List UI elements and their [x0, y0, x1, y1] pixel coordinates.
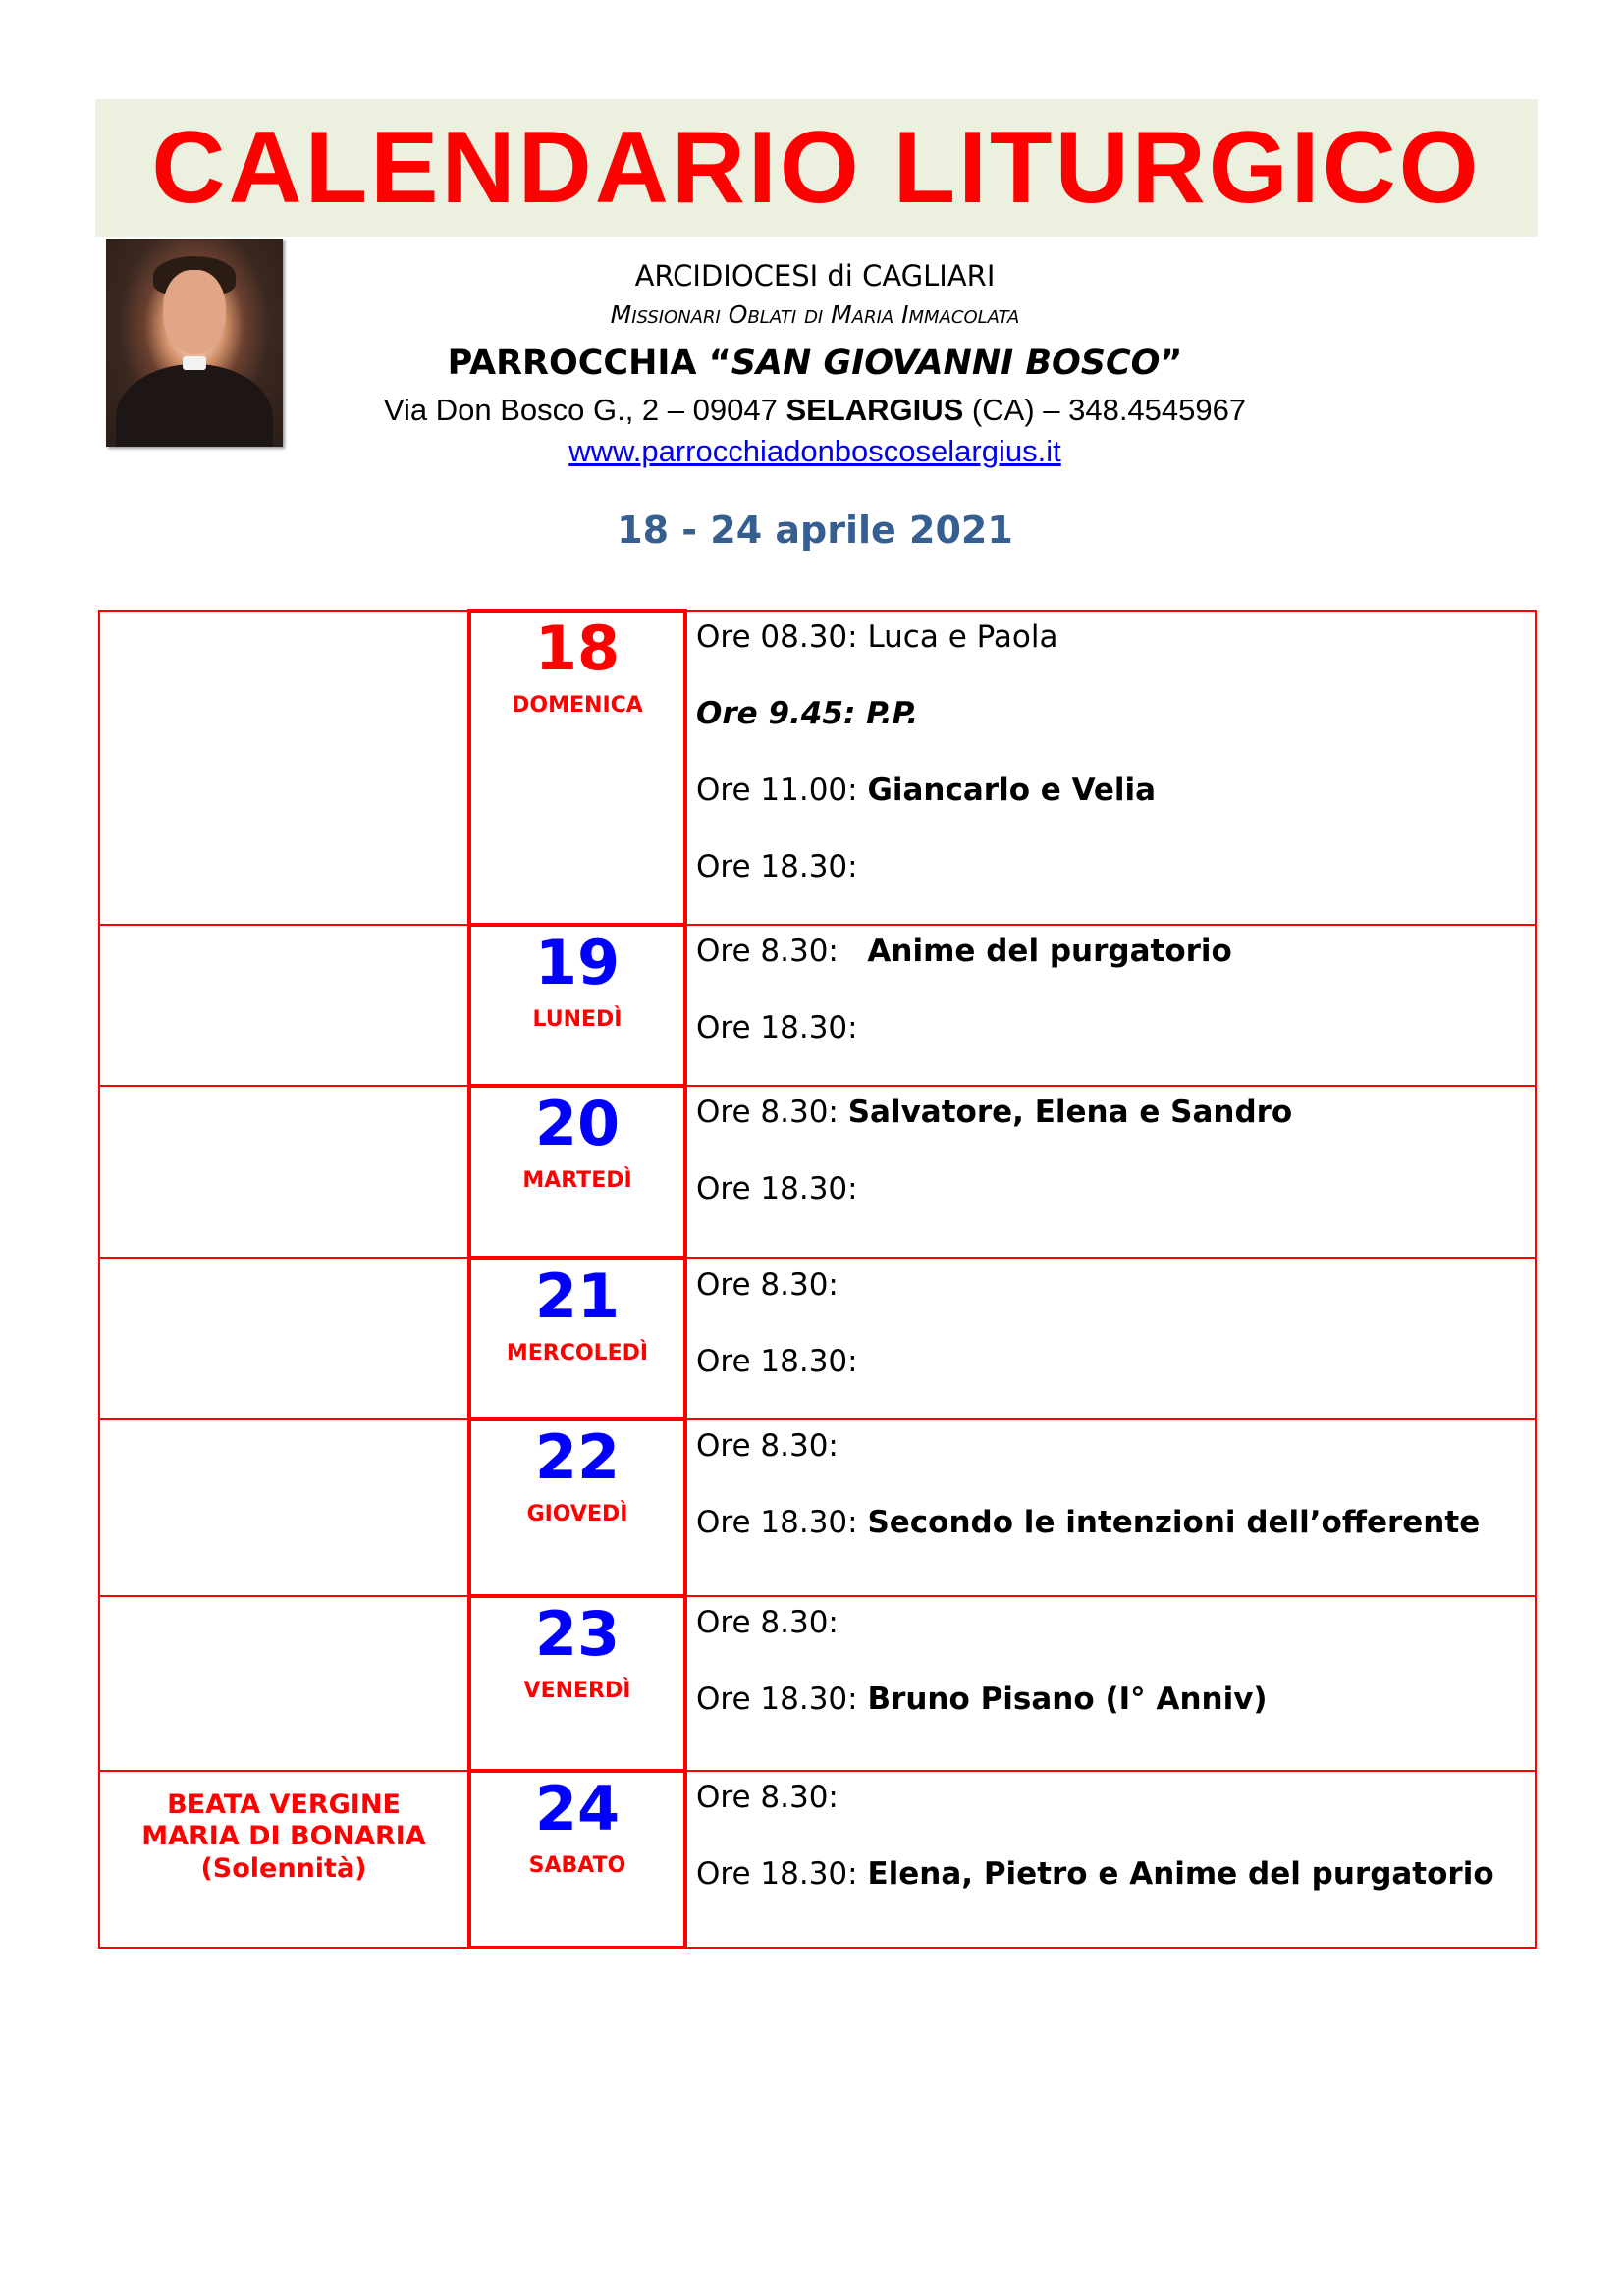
calendar-table	[98, 609, 1537, 1949]
mass-entry	[696, 847, 1535, 924]
mass-intention: Anime del purgatorio	[867, 934, 1232, 969]
mass-entry	[696, 771, 1535, 847]
masses-cell	[685, 611, 1536, 925]
mass-entry	[696, 1342, 1535, 1418]
date-cell	[469, 611, 685, 925]
mass-time: Ore 18.30:	[696, 1344, 858, 1379]
mass-entry	[696, 1093, 1535, 1169]
week-range: 18 - 24 aprile 2021	[617, 508, 1013, 552]
day-number: 23	[534, 1598, 621, 1670]
address-phone: (CA) – 348.4545967	[963, 393, 1247, 427]
feast-cell	[99, 925, 469, 1086]
mass-entry	[696, 1603, 1535, 1680]
portrait-coat	[116, 364, 273, 447]
masses-cell	[685, 925, 1536, 1086]
address-line	[295, 393, 1335, 428]
date-cell	[469, 1419, 685, 1596]
address-city: SELARGIUS	[785, 393, 964, 427]
day-number: 22	[534, 1421, 621, 1493]
feast-cell	[99, 1419, 469, 1596]
mass-entry	[696, 1265, 1535, 1342]
date-cell	[469, 1771, 685, 1948]
mass-entry	[696, 1008, 1535, 1085]
mass-time: Ore 18.30:	[696, 1010, 858, 1045]
date-cell	[469, 1258, 685, 1419]
feast-cell	[99, 1086, 469, 1258]
mass-time: Ore 8.30:	[696, 934, 868, 969]
mass-entry	[696, 694, 1535, 771]
calendar-body	[99, 611, 1536, 1948]
portrait-collar	[183, 356, 206, 370]
mass-intention: Elena, Pietro e Anime del purgatorio	[867, 1856, 1494, 1892]
calendar-row	[99, 1419, 1536, 1596]
mass-time: Ore 18.30:	[696, 1682, 868, 1717]
date-cell	[469, 1596, 685, 1771]
mass-time: Ore 18.30:	[696, 849, 858, 884]
mass-entry	[696, 1426, 1535, 1503]
calendar-row	[99, 1258, 1536, 1419]
calendar-row	[99, 611, 1536, 925]
day-name: SABATO	[528, 1853, 626, 1878]
mass-intention: P.P.	[866, 696, 919, 731]
day-name: VENERDÌ	[523, 1679, 631, 1703]
feast-cell: BEATA VERGINE MARIA DI BONARIA (Solennità)	[99, 1771, 469, 1948]
calendar-row	[99, 1771, 1536, 1948]
masses-cell	[685, 1086, 1536, 1258]
mass-time: Ore 8.30:	[696, 1267, 839, 1303]
masses-cell	[685, 1596, 1536, 1771]
mass-entry	[696, 1503, 1535, 1579]
day-number: 18	[534, 613, 621, 684]
calendar-row	[99, 1086, 1536, 1258]
portrait-image	[106, 239, 283, 447]
mass-intention: Secondo le intenzioni dell’offerente	[867, 1505, 1481, 1540]
day-name: LUNEDÌ	[532, 1007, 623, 1032]
day-name: MARTEDÌ	[522, 1168, 632, 1193]
mass-entry	[696, 1778, 1535, 1854]
day-name: MERCOLEDÌ	[506, 1341, 649, 1365]
parish-line	[295, 344, 1335, 383]
mass-intention: Luca e Paola	[867, 619, 1058, 655]
address-street: Via Don Bosco G., 2 – 09047	[383, 393, 786, 427]
mass-entry	[696, 617, 1535, 694]
mass-entry	[696, 1169, 1535, 1246]
parish-suffix: ”	[1160, 344, 1183, 383]
masses-cell	[685, 1419, 1536, 1596]
page-title: CALENDARIO LITURGICO	[151, 111, 1482, 225]
masses-cell	[685, 1771, 1536, 1948]
website-link[interactable]: www.parrocchiadonboscoselargius.it	[568, 434, 1061, 468]
mass-time: Ore 8.30:	[696, 1780, 839, 1815]
diocese-line: ARCIDIOCESI di CAGLIARI	[634, 259, 996, 293]
feast-cell	[99, 1258, 469, 1419]
mass-time: Ore 08.30:	[696, 619, 868, 655]
day-name: DOMENICA	[512, 693, 643, 718]
mass-time: Ore 9.45:	[696, 696, 867, 731]
masses-cell	[685, 1258, 1536, 1419]
mass-intention: Bruno Pisano (I° Anniv)	[867, 1682, 1268, 1717]
portrait-face	[163, 270, 226, 354]
mass-entry	[696, 1680, 1535, 1756]
title-banner	[95, 99, 1538, 237]
mass-time: Ore 8.30:	[696, 1095, 848, 1130]
calendar-row	[99, 925, 1536, 1086]
day-number: 19	[534, 927, 621, 998]
date-cell	[469, 1086, 685, 1258]
feast-cell	[99, 611, 469, 925]
day-number: 24	[534, 1773, 621, 1844]
mass-time: Ore 8.30:	[696, 1605, 839, 1640]
mass-intention: Giancarlo e Velia	[867, 773, 1157, 808]
mass-time: Ore 18.30:	[696, 1171, 858, 1206]
day-number: 21	[534, 1260, 621, 1332]
mass-time: Ore 18.30:	[696, 1856, 868, 1892]
mass-intention: Salvatore, Elena e Sandro	[847, 1095, 1293, 1130]
calendar-row	[99, 1596, 1536, 1771]
parish-prefix: PARROCCHIA “	[447, 344, 731, 383]
day-name: GIOVEDÌ	[526, 1502, 628, 1526]
mass-time: Ore 18.30:	[696, 1505, 868, 1540]
day-number: 20	[534, 1088, 621, 1159]
mass-time: Ore 8.30:	[696, 1428, 839, 1464]
mass-time: Ore 11.00:	[696, 773, 868, 808]
order-line: Missionari Oblati di Maria Immacolata	[610, 300, 1020, 329]
parish-name: SAN GIOVANNI BOSCO	[731, 344, 1161, 383]
date-cell	[469, 925, 685, 1086]
mass-entry	[696, 932, 1535, 1008]
feast-cell	[99, 1596, 469, 1771]
mass-entry	[696, 1854, 1535, 1931]
